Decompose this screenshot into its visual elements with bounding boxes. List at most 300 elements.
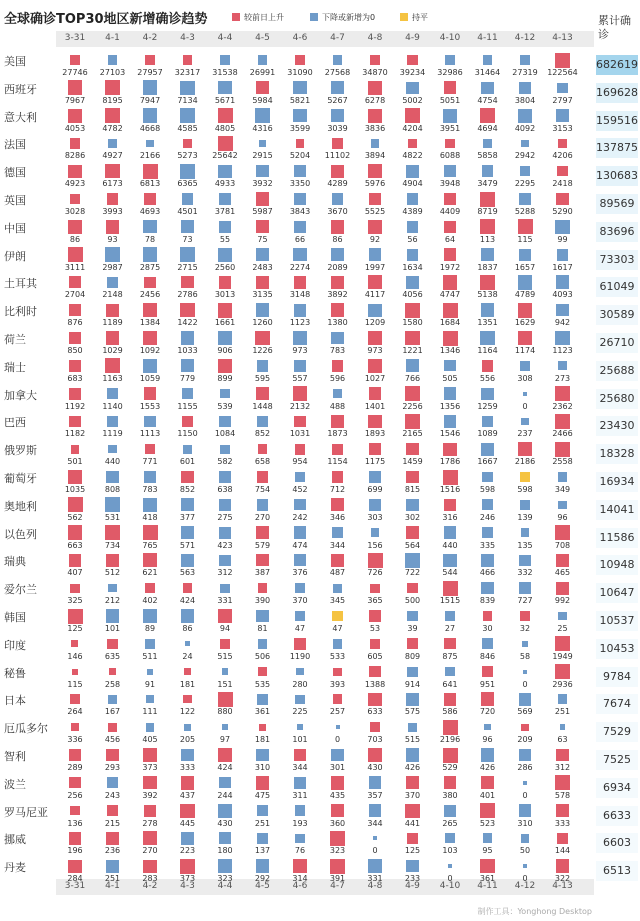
value-marker bbox=[519, 82, 530, 93]
date-label: 4-5 bbox=[255, 881, 270, 891]
value-marker bbox=[555, 636, 570, 651]
value-marker bbox=[182, 388, 194, 400]
value-label: 0 bbox=[334, 735, 341, 745]
country-label: 罗马尼亚 bbox=[4, 805, 48, 819]
value-label: 73 bbox=[182, 234, 193, 244]
value-marker bbox=[219, 193, 230, 204]
value-marker bbox=[523, 864, 527, 868]
value-label: 101 bbox=[104, 624, 121, 633]
value-marker bbox=[296, 668, 303, 675]
value-label: 251 bbox=[104, 874, 121, 884]
value-marker bbox=[257, 833, 268, 844]
value-marker bbox=[556, 749, 568, 761]
value-label: 1029 bbox=[102, 346, 123, 355]
value-marker bbox=[294, 526, 307, 539]
value-label: 683 bbox=[67, 373, 83, 383]
value-label: 2987 bbox=[102, 262, 123, 272]
date-label: 4-6 bbox=[292, 881, 308, 891]
value-label: 562 bbox=[67, 512, 83, 522]
value-marker bbox=[448, 864, 452, 868]
value-label: 0 bbox=[522, 874, 528, 884]
value-marker bbox=[406, 860, 418, 872]
value-label: 373 bbox=[179, 874, 196, 884]
value-label: 2560 bbox=[214, 262, 236, 272]
value-marker bbox=[331, 749, 343, 761]
value-label: 1150 bbox=[177, 429, 198, 439]
value-label: 0 bbox=[447, 874, 453, 884]
value-label: 390 bbox=[254, 596, 271, 606]
value-marker bbox=[294, 638, 307, 651]
value-label: 539 bbox=[217, 401, 233, 411]
value-marker bbox=[444, 248, 457, 261]
value-label: 3028 bbox=[64, 207, 86, 216]
value-marker bbox=[143, 498, 156, 511]
total-cell: 10453 bbox=[596, 639, 638, 659]
value-label: 954 bbox=[292, 457, 308, 467]
value-marker bbox=[256, 248, 270, 262]
value-marker bbox=[256, 192, 269, 205]
value-label: 332 bbox=[517, 568, 533, 578]
value-marker bbox=[180, 859, 195, 874]
value-label: 196 bbox=[67, 846, 83, 856]
value-marker bbox=[144, 471, 156, 483]
total-cell: 83696 bbox=[596, 222, 638, 242]
value-label: 712 bbox=[329, 485, 346, 494]
value-marker bbox=[257, 416, 267, 426]
country-label: 韩国 bbox=[4, 611, 26, 624]
date-label: 4-4 bbox=[217, 33, 233, 43]
value-label: 754 bbox=[254, 485, 271, 494]
country-label: 巴西 bbox=[4, 416, 26, 430]
value-label: 181 bbox=[179, 679, 196, 689]
value-label: 1629 bbox=[514, 318, 536, 328]
value-label: 951 bbox=[479, 679, 496, 689]
value-marker bbox=[105, 358, 120, 373]
value-marker bbox=[483, 833, 493, 843]
value-marker bbox=[556, 109, 569, 122]
value-label: 779 bbox=[179, 373, 196, 383]
value-label: 430 bbox=[217, 818, 233, 828]
value-marker bbox=[296, 139, 305, 148]
value-label: 435 bbox=[329, 790, 346, 800]
value-marker bbox=[295, 55, 305, 65]
value-marker bbox=[294, 777, 306, 789]
value-label: 5138 bbox=[477, 290, 498, 300]
value-marker bbox=[69, 832, 82, 845]
country-label: 挪威 bbox=[4, 833, 26, 847]
value-label: 139 bbox=[517, 512, 533, 522]
value-label: 66 bbox=[294, 234, 306, 244]
value-marker bbox=[405, 108, 419, 122]
value-marker bbox=[256, 303, 270, 317]
value-label: 708 bbox=[554, 540, 571, 550]
legend-label-up: 较前日上升 bbox=[244, 13, 284, 22]
value-marker bbox=[257, 499, 269, 511]
value-marker bbox=[107, 416, 118, 427]
value-marker bbox=[555, 664, 570, 679]
value-marker bbox=[69, 360, 81, 372]
value-marker bbox=[481, 82, 493, 94]
value-label: 452 bbox=[292, 485, 308, 494]
value-marker bbox=[444, 499, 456, 511]
value-label: 571 bbox=[179, 540, 196, 550]
value-marker bbox=[407, 55, 417, 65]
value-label: 727 bbox=[517, 596, 533, 606]
value-label: 0 bbox=[522, 401, 528, 411]
value-label: 283 bbox=[142, 874, 158, 884]
value-label: 601 bbox=[179, 457, 196, 467]
value-label: 506 bbox=[254, 651, 271, 661]
country-label: 秘鲁 bbox=[4, 666, 26, 680]
value-label: 1388 bbox=[364, 679, 386, 689]
value-marker bbox=[520, 500, 529, 509]
value-label: 876 bbox=[67, 318, 83, 328]
value-label: 658 bbox=[254, 457, 271, 467]
value-marker bbox=[257, 694, 268, 705]
value-marker bbox=[332, 444, 343, 455]
value-label: 8286 bbox=[64, 151, 86, 161]
value-label: 5984 bbox=[252, 95, 273, 105]
value-marker bbox=[144, 805, 156, 817]
value-label: 5273 bbox=[177, 151, 198, 161]
value-label: 27319 bbox=[512, 68, 538, 77]
value-label: 535 bbox=[254, 679, 271, 689]
value-marker bbox=[483, 611, 492, 620]
value-marker bbox=[480, 219, 495, 234]
value-label: 582 bbox=[217, 457, 233, 467]
total-cell: 10647 bbox=[596, 583, 638, 603]
value-marker bbox=[333, 389, 342, 398]
value-label: 373 bbox=[142, 763, 158, 772]
value-label: 1448 bbox=[252, 401, 273, 411]
chart-title: 全球确诊TOP30地区新增确诊趋势 bbox=[4, 12, 208, 27]
value-label: 0 bbox=[372, 846, 378, 856]
value-marker bbox=[180, 108, 195, 123]
value-marker bbox=[143, 303, 157, 317]
value-label: 53 bbox=[369, 624, 381, 633]
value-marker bbox=[443, 443, 456, 456]
value-marker bbox=[368, 331, 381, 344]
value-marker bbox=[445, 139, 454, 148]
value-marker bbox=[71, 723, 79, 731]
value-marker bbox=[520, 55, 529, 64]
value-label: 50 bbox=[519, 846, 531, 856]
value-label: 1553 bbox=[139, 401, 161, 411]
value-marker bbox=[406, 82, 419, 95]
value-marker bbox=[220, 389, 229, 398]
value-marker bbox=[481, 776, 494, 789]
value-label: 4923 bbox=[64, 179, 86, 189]
value-label: 598 bbox=[517, 485, 533, 494]
value-marker bbox=[444, 360, 455, 371]
value-label: 726 bbox=[367, 568, 383, 578]
total-cell: 7529 bbox=[596, 722, 638, 742]
value-label: 3894 bbox=[364, 151, 386, 161]
value-label: 25 bbox=[557, 624, 568, 633]
country-label: 美国 bbox=[4, 55, 26, 68]
value-label: 103 bbox=[442, 846, 458, 856]
value-marker bbox=[556, 304, 568, 316]
value-label: 621 bbox=[142, 568, 158, 578]
value-marker bbox=[407, 638, 418, 649]
value-marker bbox=[332, 611, 343, 622]
value-marker bbox=[443, 331, 458, 346]
country-label: 瑞典 bbox=[4, 555, 26, 569]
value-marker bbox=[405, 553, 420, 568]
value-label: 314 bbox=[292, 874, 308, 884]
value-marker bbox=[143, 860, 156, 873]
value-marker bbox=[143, 748, 156, 761]
date-label: 3-31 bbox=[64, 33, 86, 43]
value-label: 418 bbox=[142, 512, 158, 522]
value-label: 325 bbox=[67, 596, 83, 606]
value-label: 445 bbox=[179, 818, 196, 828]
value-label: 2196 bbox=[439, 735, 461, 745]
value-marker bbox=[331, 165, 344, 178]
value-label: 1401 bbox=[364, 401, 386, 411]
value-label: 401 bbox=[479, 790, 496, 800]
value-label: 322 bbox=[554, 874, 571, 884]
value-label: 32986 bbox=[437, 68, 463, 77]
value-marker bbox=[181, 776, 195, 790]
value-label: 376 bbox=[292, 568, 308, 578]
value-marker bbox=[183, 55, 193, 65]
value-label: 1351 bbox=[477, 318, 498, 328]
value-label: 846 bbox=[479, 651, 496, 661]
value-label: 850 bbox=[67, 346, 83, 355]
value-marker bbox=[331, 554, 344, 567]
value-marker bbox=[444, 415, 457, 428]
value-label: 5821 bbox=[289, 95, 311, 105]
value-label: 4904 bbox=[402, 179, 423, 189]
value-marker bbox=[331, 248, 344, 261]
value-marker bbox=[256, 610, 269, 623]
value-marker bbox=[405, 386, 420, 401]
value-marker bbox=[144, 387, 157, 400]
value-marker bbox=[255, 331, 269, 345]
value-label: 391 bbox=[329, 874, 346, 884]
value-label: 115 bbox=[517, 234, 533, 244]
value-label: 5525 bbox=[364, 207, 386, 216]
value-marker bbox=[370, 584, 379, 593]
value-marker bbox=[370, 639, 380, 649]
value-label: 113 bbox=[479, 234, 496, 244]
value-marker bbox=[106, 749, 118, 761]
value-marker bbox=[70, 194, 80, 204]
value-label: 3836 bbox=[364, 123, 386, 133]
value-marker bbox=[181, 498, 194, 511]
value-marker bbox=[69, 777, 80, 788]
value-marker bbox=[256, 776, 270, 790]
value-label: 1997 bbox=[364, 262, 386, 272]
value-marker bbox=[556, 582, 569, 595]
value-marker bbox=[555, 775, 570, 790]
value-marker bbox=[406, 526, 419, 539]
value-marker bbox=[405, 331, 419, 345]
value-label: 1033 bbox=[177, 346, 198, 355]
value-marker bbox=[145, 444, 155, 454]
value-marker bbox=[180, 81, 194, 95]
value-label: 387 bbox=[254, 568, 271, 578]
country-label: 厄瓜多尔 bbox=[4, 722, 48, 736]
value-label: 475 bbox=[254, 790, 271, 800]
value-label: 942 bbox=[554, 318, 571, 328]
value-marker bbox=[333, 694, 343, 704]
value-label: 440 bbox=[442, 540, 458, 550]
value-marker bbox=[521, 418, 528, 425]
value-marker bbox=[443, 275, 458, 290]
value-label: 505 bbox=[442, 373, 458, 383]
value-label: 11102 bbox=[324, 151, 351, 161]
value-marker bbox=[222, 668, 228, 674]
value-label: 333 bbox=[179, 763, 196, 772]
value-label: 2483 bbox=[252, 262, 273, 272]
value-marker bbox=[481, 388, 493, 400]
value-label: 852 bbox=[179, 485, 196, 494]
value-marker bbox=[181, 609, 194, 622]
value-label: 633 bbox=[367, 707, 383, 717]
value-marker bbox=[71, 445, 80, 454]
value-label: 2186 bbox=[514, 457, 536, 467]
value-marker bbox=[332, 471, 344, 483]
total-cell: 26710 bbox=[596, 333, 638, 353]
date-label: 4-12 bbox=[514, 881, 536, 891]
value-label: 586 bbox=[442, 707, 458, 717]
value-marker bbox=[369, 193, 382, 206]
value-marker bbox=[331, 303, 345, 317]
value-label: 0 bbox=[522, 790, 528, 800]
value-marker bbox=[331, 81, 344, 94]
value-marker bbox=[180, 164, 195, 179]
value-marker bbox=[143, 609, 156, 622]
value-label: 465 bbox=[554, 568, 571, 578]
value-label: 3350 bbox=[289, 179, 311, 189]
value-label: 875 bbox=[442, 651, 458, 661]
value-label: 86 bbox=[69, 234, 81, 244]
value-marker bbox=[371, 139, 379, 147]
value-label: 331 bbox=[217, 596, 233, 606]
value-marker bbox=[185, 641, 190, 646]
value-label: 564 bbox=[404, 540, 421, 550]
value-marker bbox=[294, 416, 305, 427]
value-marker bbox=[256, 749, 268, 761]
value-marker bbox=[106, 860, 119, 873]
value-label: 1192 bbox=[64, 401, 86, 411]
value-marker bbox=[107, 388, 119, 400]
value-label: 3993 bbox=[102, 207, 123, 216]
value-marker bbox=[560, 724, 566, 730]
total-cell: 10537 bbox=[596, 611, 638, 631]
value-marker bbox=[521, 834, 529, 842]
value-marker bbox=[143, 80, 158, 95]
value-marker bbox=[406, 276, 420, 290]
value-marker bbox=[69, 332, 82, 345]
value-marker bbox=[69, 388, 81, 400]
footer-credit: 制作工具：Yonghong Desktop bbox=[477, 907, 592, 916]
value-label: 5858 bbox=[477, 151, 498, 161]
value-label: 1175 bbox=[364, 457, 386, 467]
value-label: 2942 bbox=[514, 151, 536, 161]
value-marker bbox=[331, 109, 344, 122]
value-label: 6365 bbox=[177, 179, 198, 189]
value-marker bbox=[443, 303, 458, 318]
value-marker bbox=[371, 528, 380, 537]
value-marker bbox=[106, 832, 119, 845]
country-label: 德国 bbox=[4, 166, 26, 180]
value-marker bbox=[521, 140, 529, 148]
value-label: 765 bbox=[142, 540, 158, 550]
value-label: 89 bbox=[144, 624, 156, 633]
value-marker bbox=[331, 804, 344, 817]
value-label: 638 bbox=[217, 485, 233, 494]
value-label: 377 bbox=[179, 512, 196, 522]
value-marker bbox=[68, 165, 81, 178]
value-label: 63 bbox=[557, 735, 568, 745]
value-marker bbox=[483, 139, 492, 148]
value-marker bbox=[183, 695, 191, 703]
value-label: 96 bbox=[482, 735, 493, 745]
date-label: 4-13 bbox=[552, 33, 573, 43]
value-label: 4822 bbox=[402, 151, 423, 161]
value-label: 531 bbox=[104, 512, 121, 522]
value-label: 39 bbox=[407, 624, 418, 633]
value-marker bbox=[293, 248, 306, 261]
value-label: 122564 bbox=[547, 68, 578, 77]
value-label: 3892 bbox=[327, 290, 348, 300]
value-marker bbox=[481, 248, 493, 260]
value-marker bbox=[444, 165, 456, 177]
value-marker bbox=[481, 692, 495, 706]
value-label: 5288 bbox=[514, 207, 536, 216]
value-label: 1617 bbox=[552, 262, 573, 272]
value-marker bbox=[182, 416, 194, 428]
value-label: 97 bbox=[219, 735, 231, 745]
value-label: 3135 bbox=[252, 290, 273, 300]
value-marker bbox=[218, 359, 232, 373]
value-label: 1384 bbox=[139, 318, 161, 328]
value-marker bbox=[256, 387, 269, 400]
value-marker bbox=[520, 611, 530, 621]
value-marker bbox=[407, 833, 418, 844]
value-marker bbox=[181, 331, 195, 345]
total-cell: 11586 bbox=[596, 528, 638, 548]
date-label: 4-8 bbox=[367, 33, 383, 43]
value-label: 515 bbox=[217, 651, 233, 661]
value-label: 4933 bbox=[214, 179, 236, 189]
value-marker bbox=[106, 609, 120, 623]
value-marker bbox=[481, 748, 495, 762]
value-marker bbox=[72, 669, 78, 675]
value-label: 180 bbox=[217, 846, 233, 856]
value-label: 1893 bbox=[364, 429, 386, 439]
value-marker bbox=[369, 248, 382, 261]
value-marker bbox=[333, 668, 341, 676]
value-marker bbox=[181, 526, 195, 540]
value-marker bbox=[406, 693, 419, 706]
value-marker bbox=[368, 859, 382, 873]
value-label: 93 bbox=[107, 234, 118, 244]
value-label: 27568 bbox=[324, 68, 351, 77]
date-label: 4-10 bbox=[439, 33, 461, 43]
value-marker bbox=[444, 693, 457, 706]
value-marker bbox=[518, 331, 532, 345]
value-marker bbox=[332, 138, 343, 149]
value-marker bbox=[181, 359, 194, 372]
total-cell: 159516 bbox=[596, 111, 638, 131]
value-marker bbox=[519, 249, 531, 261]
value-marker bbox=[482, 666, 492, 676]
value-label: 27 bbox=[444, 624, 456, 633]
